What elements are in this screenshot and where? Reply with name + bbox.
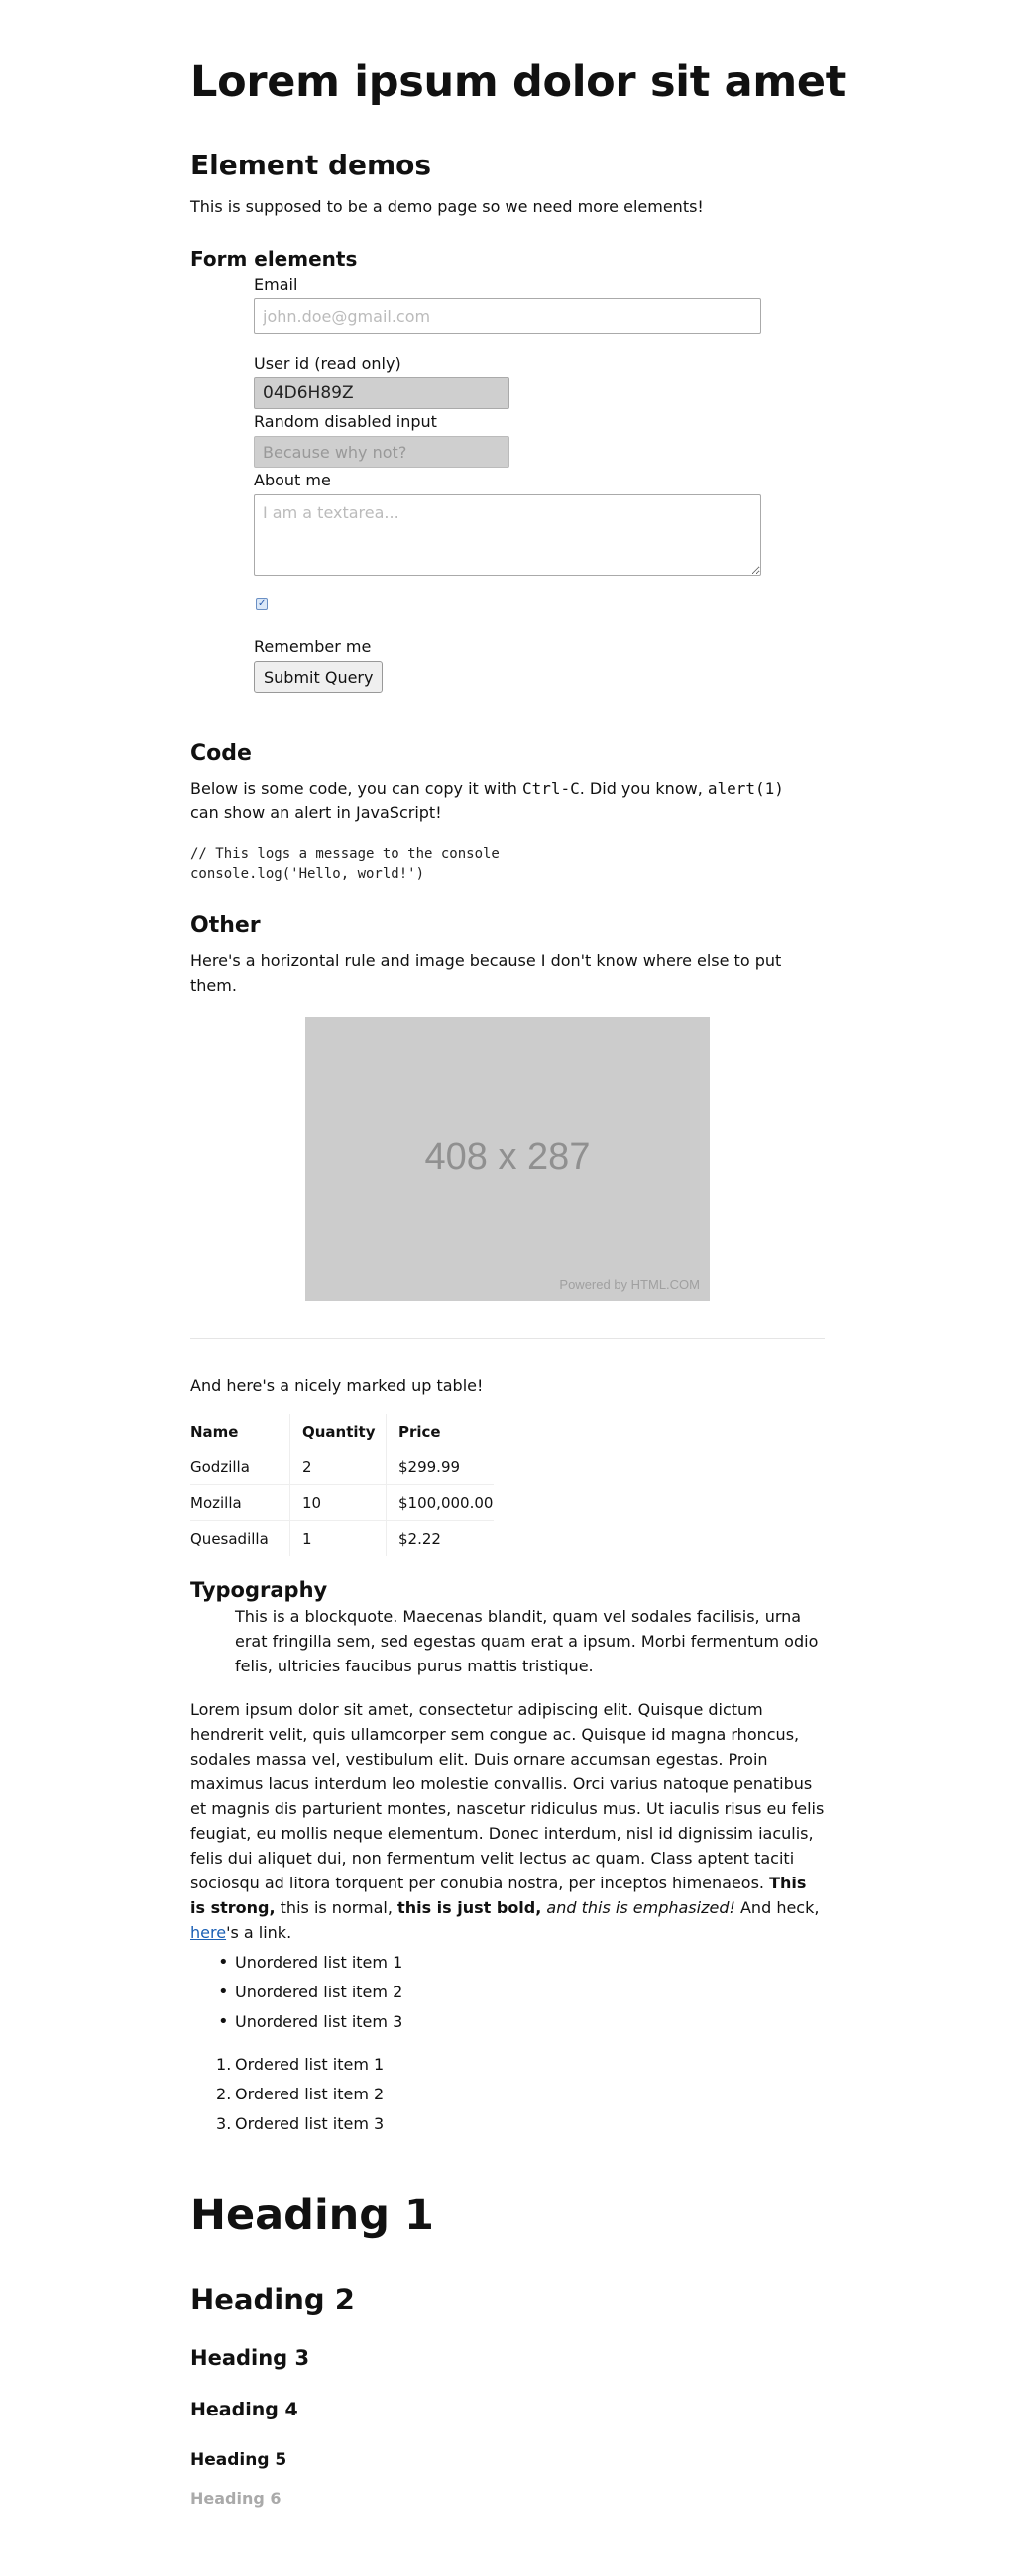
code-line-2: console.log('Hello, world!') — [190, 866, 425, 882]
heading-6: Heading 6 — [190, 2489, 282, 2508]
table-cell: Quesadilla — [190, 1521, 290, 1556]
heading-4: Heading 4 — [190, 2399, 298, 2420]
unordered-list — [235, 1948, 402, 2037]
table-cell: $2.22 — [387, 1521, 495, 1556]
normal-text: this is normal, — [280, 1898, 393, 1917]
submit-button[interactable]: Submit Query — [254, 661, 383, 693]
table-header-name: Name — [190, 1414, 290, 1449]
bold-text: this is just bold, — [397, 1898, 542, 1917]
code-text-3: can show an alert in JavaScript! — [190, 804, 442, 822]
list-item: • Unordered list item 1 — [235, 1948, 402, 1978]
table-cell: 2 — [290, 1449, 387, 1485]
heading-2: Heading 2 — [190, 2283, 355, 2316]
user-id-label: User id (read only) — [254, 354, 401, 373]
email-input[interactable] — [254, 298, 761, 334]
image-size-label: 408 x 287 — [424, 1136, 591, 1178]
image-credit: Powered by HTML.COM — [559, 1277, 700, 1292]
products-table — [190, 1414, 494, 1556]
typography-paragraph — [190, 1697, 825, 1945]
heck-text: And heck, — [739, 1898, 820, 1917]
typography-heading: Typography — [190, 1578, 328, 1602]
list-item: Ordered list item 3 — [235, 2114, 385, 2133]
disabled-input-label: Random disabled input — [254, 412, 437, 431]
other-heading: Other — [190, 913, 261, 938]
element-demos-heading: Element demos — [190, 149, 432, 181]
other-text: Here's a horizontal rule and image because I don't know where else to put them. — [190, 951, 782, 995]
blockquote: This is a blockquote. Maecenas blandit, quam vel sodales facilisis, urna erat fringilla sem, sed egestas quam erat a ipsum. Morbi fermentum odio felis, ultricies faucibus purus mattis tristique. — [235, 1607, 819, 1675]
about-me-textarea[interactable] — [254, 494, 761, 576]
code-description — [190, 776, 825, 825]
list-item: • Unordered list item 2 — [235, 1978, 402, 2007]
table-cell: Godzilla — [190, 1449, 290, 1485]
here-link[interactable]: here — [190, 1923, 227, 1942]
list-item: Ordered list item 1 — [235, 2055, 385, 2074]
email-label: Email — [254, 275, 298, 294]
table-header-quantity: Quantity — [290, 1414, 387, 1449]
remember-me-checkbox[interactable] — [256, 598, 268, 610]
table-cell: Mozilla — [190, 1485, 290, 1521]
list-item: Ordered list item 2 — [235, 2085, 385, 2103]
table-cell: 10 — [290, 1485, 387, 1521]
table-header-price: Price — [387, 1414, 495, 1449]
table-cell: $100,000.00 — [387, 1485, 495, 1521]
ordered-list — [235, 2050, 384, 2139]
table-row — [190, 1485, 494, 1521]
table-row — [190, 1521, 494, 1556]
list-item: • Unordered list item 3 — [235, 2007, 402, 2037]
alert-code: alert(1) — [707, 779, 784, 798]
horizontal-rule — [190, 1338, 825, 1339]
about-me-label: About me — [254, 471, 331, 489]
lorem-text: Lorem ipsum dolor sit amet, consectetur adipiscing elit. Quisque dictum hendrerit velit, quis ullamcorper sem congue ac. Quisque id magna rhoncus, sodales massa vel, vestibulum elit. Duis ornare accumsan egestas. Proin maximus lacus interdum leo molestie convallis. Orci varius natoque penatibus et magnis dis parturient montes, nascetur ridiculus mus. Ut iaculis risus eu felis feugiat, eu mollis neque elementum. Donec interdum, nisl id dignissim iaculis, felis dui aliquet dui, non fermentum velit lectus ac quam. Class aptent taciti sociosqu ad litora torquent per conubia nostra, per inceptos himenaeos. — [190, 1700, 825, 1892]
heading-5: Heading 5 — [190, 2450, 287, 2470]
heading-3: Heading 3 — [190, 2346, 310, 2370]
table-row — [190, 1449, 494, 1485]
placeholder-image — [305, 1017, 710, 1301]
table-cell: $299.99 — [387, 1449, 495, 1485]
intro-text: This is supposed to be a demo page so we need more elements! — [190, 197, 704, 216]
code-text-1: Below is some code, you can copy it with — [190, 779, 517, 798]
table-intro: And here's a nicely marked up table! — [190, 1376, 484, 1395]
remember-me-label: Remember me — [254, 637, 372, 656]
code-text-2: . Did you know, — [579, 779, 703, 798]
code-heading: Code — [190, 741, 252, 766]
page-title: Lorem ipsum dolor sit amet — [190, 57, 846, 107]
code-line-1: // This logs a message to the console — [190, 846, 500, 862]
heading-1: Heading 1 — [190, 2191, 434, 2240]
after-link-text: 's a link. — [226, 1923, 292, 1942]
disabled-input — [254, 436, 509, 468]
table-header-row — [190, 1414, 494, 1449]
table-cell: 1 — [290, 1521, 387, 1556]
strong-text: This is strong, — [190, 1874, 807, 1917]
emphasized-text: and this is emphasized! — [546, 1898, 735, 1917]
user-id-field[interactable] — [254, 377, 509, 409]
form-elements-heading: Form elements — [190, 247, 358, 270]
shortcut-code: Ctrl-C — [521, 779, 580, 798]
code-block — [190, 844, 500, 884]
